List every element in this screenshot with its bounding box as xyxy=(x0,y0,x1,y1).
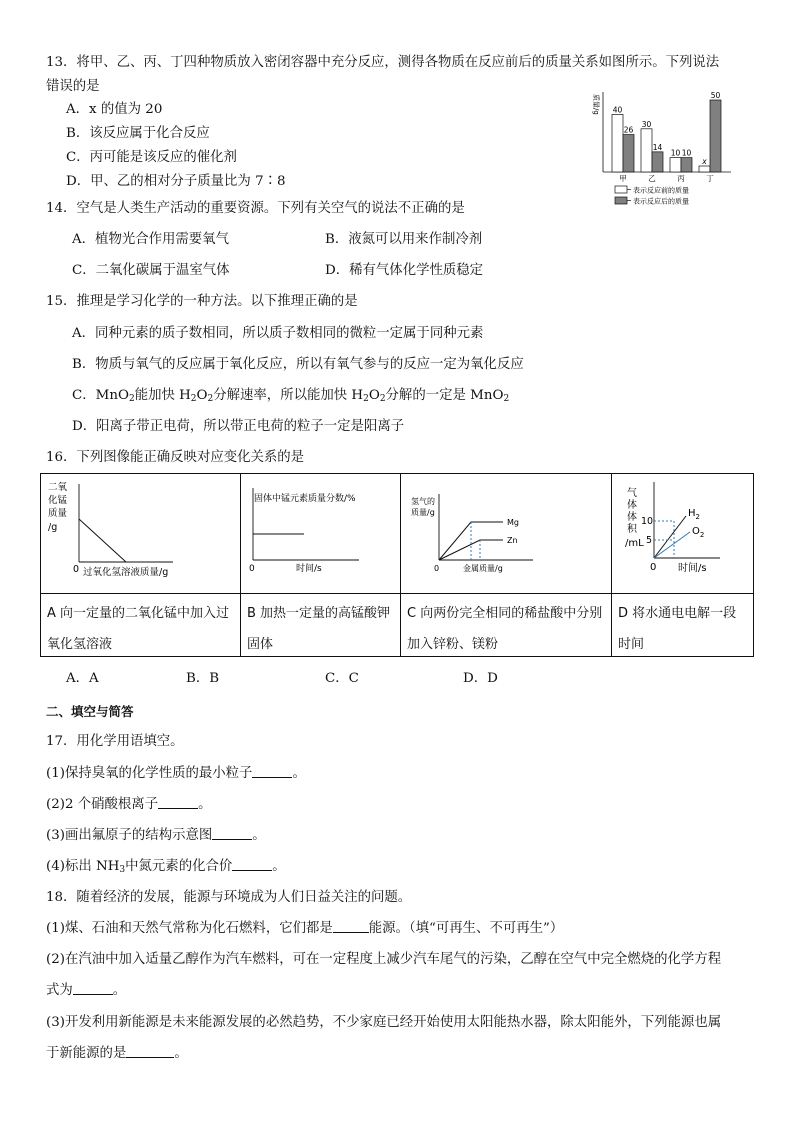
graph-d-o2-line xyxy=(654,532,690,558)
q13-label-after-3: 50 xyxy=(710,91,721,100)
q16-graph-d xyxy=(612,474,753,589)
q16-graph-b xyxy=(241,474,400,589)
q17-item-1: (1)保持臭氧的化学性质的最小粒子 。 xyxy=(46,766,306,781)
q13-label-after-2: 10 xyxy=(681,148,692,158)
q13-bar-after-1 xyxy=(652,152,663,172)
q16-answer-c: C．C xyxy=(325,671,359,686)
q17-item-3: (3)画出氟原子的结构示意图 。 xyxy=(46,828,266,843)
q13-label-before-0: 40 xyxy=(612,105,623,115)
q13-label-before-1: 30 xyxy=(641,119,652,129)
section-heading: 二、填空与简答 xyxy=(46,704,134,719)
graph-c-xlabel: 金属质量/g xyxy=(463,564,503,573)
q13-label-after-1: 14 xyxy=(652,142,663,152)
graph-b-xlabel: 时间/s xyxy=(296,564,322,574)
q16-answer-b: B．B xyxy=(186,671,220,686)
q15-option-a: A．同种元素的质子数相同，所以质子数相同的微粒一定属于同种元素 xyxy=(72,326,484,341)
q16-graph-c xyxy=(401,474,611,589)
q16-answer-d: D．D xyxy=(463,671,498,686)
q13-stem-line2: 错误的是 xyxy=(46,79,100,94)
q13-label-after-0: 26 xyxy=(623,125,634,135)
graph-a-ylabel-4: /g xyxy=(48,522,58,533)
graph-a-line xyxy=(79,519,126,562)
q13-bar-before-3 xyxy=(699,166,710,172)
graph-d-o2-label: $O_2$ xyxy=(692,526,705,539)
graph-a-origin: 0 xyxy=(73,564,80,575)
graph-a-ylabel-3: 质量 xyxy=(48,508,68,519)
q18-stem: 18．随着经济的发展，能源与环境成为人们日益关注的问题。 xyxy=(46,890,412,905)
q13-legend-label-1: 表示反应后的质量 xyxy=(633,197,689,206)
q13-bar-after-2 xyxy=(681,158,692,172)
graph-d-tick-10: 10 xyxy=(641,516,654,527)
graph-d-caption: D 将水通电电解一段时间 xyxy=(618,606,737,652)
q13-option-d: D．甲、乙的相对分子质量比为 7∶8 xyxy=(66,174,286,189)
graph-b-origin: 0 xyxy=(249,564,255,574)
q16-answer-a: A．A xyxy=(66,671,99,686)
q13-bar-before-2 xyxy=(670,158,681,172)
q13-bar-before-1 xyxy=(641,129,652,172)
q13-category-2: 丙 xyxy=(677,174,685,183)
q13-bar-before-0 xyxy=(612,114,623,172)
graph-d-tick-5: 5 xyxy=(646,535,653,546)
graph-d-ylabel-2: 体 xyxy=(627,500,637,511)
q14-option-d: D．稀有气体化学性质稳定 xyxy=(325,263,484,278)
q13-category-3: 丁 xyxy=(706,174,714,183)
graph-d-origin: 0 xyxy=(650,562,657,573)
graph-c-mg-label: Mg xyxy=(507,518,519,527)
q17-item-2: (2)2 个硝酸根离子 。 xyxy=(46,797,212,812)
q14-option-b: B．液氮可以用来作制冷剂 xyxy=(325,232,483,247)
q13-bar-after-0 xyxy=(623,135,634,172)
q13-category-0: 甲 xyxy=(619,174,627,183)
q16-stem: 16．下列图像能正确反映对应变化关系的是 xyxy=(46,450,305,465)
q13-legend-swatch-1 xyxy=(615,197,627,204)
q13-stem-line1: 13．将甲、乙、丙、丁四种物质放入密闭容器中充分反应，测得各物质在反应前后的质量关系如图所示。下列说法 xyxy=(46,55,720,70)
q13-option-a: A．x 的值为 20 xyxy=(66,102,163,117)
graph-d-ylabel-5: /mL xyxy=(625,538,644,549)
q13-option-b: B．该反应属于化合反应 xyxy=(66,126,210,141)
graph-c-ylabel-2: 质量/g xyxy=(411,508,435,517)
graph-a-xlabel: 过氧化氢溶液质量/g xyxy=(83,567,169,578)
graph-c-caption: C 向两份完全相同的稀盐酸中分别加入锌粉、镁粉 xyxy=(407,606,603,652)
graph-c-zn-label: Zn xyxy=(507,536,518,545)
q14-option-a: A．植物光合作用需要氧气 xyxy=(72,232,229,247)
graph-d-h2-label: $H_2$ xyxy=(688,508,700,521)
graph-d-h2-line xyxy=(654,516,686,558)
graph-a-ylabel-1: 二氧 xyxy=(48,482,68,493)
graph-a-caption: A 向一定量的二氧化锰中加入过氧化氢溶液 xyxy=(47,606,230,652)
q13-bar-after-3 xyxy=(710,100,721,172)
q18-item-1: (1)煤、石油和天然气常称为化石燃料，它们都是 能源。（填“可再生、不可再生”） xyxy=(46,921,564,936)
graph-d-ylabel-4: 积 xyxy=(627,524,637,535)
graph-d-xlabel: 时间/s xyxy=(678,563,707,574)
q13-label-before-2: 10 xyxy=(670,148,681,158)
graph-b-caption: B 加热一定量的高锰酸钾固体 xyxy=(247,606,391,652)
q17-stem: 17．用化学用语填空。 xyxy=(46,734,184,749)
q13-category-1: 乙 xyxy=(648,174,656,183)
q17-item-4: (4)标出 $NH_3$中氮元素的化合价 。 xyxy=(46,859,286,875)
graph-c-origin: 0 xyxy=(434,564,440,573)
q13-label-before-3: x xyxy=(702,157,707,166)
graph-b-ylabel: 固体中锰元素质量分数/% xyxy=(254,494,356,504)
q13-legend-swatch-0 xyxy=(615,186,627,193)
q18-item-2-line1: (2)在汽油中加入适量乙醇作为汽车燃料，可在一定程度上减少汽车尾气的污染，乙醇在空气中完全燃烧的化学方程 xyxy=(46,952,722,967)
graph-c-ylabel-1: 氢气的 xyxy=(411,497,435,506)
q18-item-3-line2: 于新能源的是 。 xyxy=(46,1046,188,1061)
q13-ylabel xyxy=(592,94,601,115)
graph-d-ylabel-3: 体 xyxy=(627,512,637,523)
svg-text:质量/g: 质量/g xyxy=(592,94,600,115)
graph-d-ylabel-1: 气 xyxy=(627,488,637,499)
q18-item-3-line1: (3)开发利用新能源是未来能源发展的必然趋势，不少家庭已经开始使用太阳能热水器，除太阳能外，下列能源也属 xyxy=(46,1015,722,1030)
q16-graph-table xyxy=(40,473,754,657)
q13-legend-label-0: 表示反应前的质量 xyxy=(633,186,689,195)
q14-stem: 14．空气是人类生产活动的重要资源。下列有关空气的说法不正确的是 xyxy=(46,201,465,216)
q15-option-b: B．物质与氧气的反应属于氧化反应，所以有氧气参与的反应一定为氧化反应 xyxy=(72,357,524,372)
graph-a-ylabel-2: 化锰 xyxy=(48,495,68,506)
q18-item-2-line2: 式为 。 xyxy=(46,983,127,998)
q15-stem: 15．推理是学习化学的一种方法。以下推理正确的是 xyxy=(46,294,358,309)
q15-option-c: C．MnO$_2$能加快 $H_2O_2$分解速率，所以能加快 $H_2O_2$分解的一定是 MnO$_2$ xyxy=(72,388,510,404)
q15-option-d: D．阳离子带正电荷，所以带正电荷的粒子一定是阳离子 xyxy=(72,419,405,434)
q16-graph-a xyxy=(41,474,240,589)
q13-option-c: C．丙可能是该反应的催化剂 xyxy=(66,150,237,165)
q14-option-c: C．二氧化碳属于温室气体 xyxy=(72,263,230,278)
q13-bar-chart xyxy=(585,86,735,210)
